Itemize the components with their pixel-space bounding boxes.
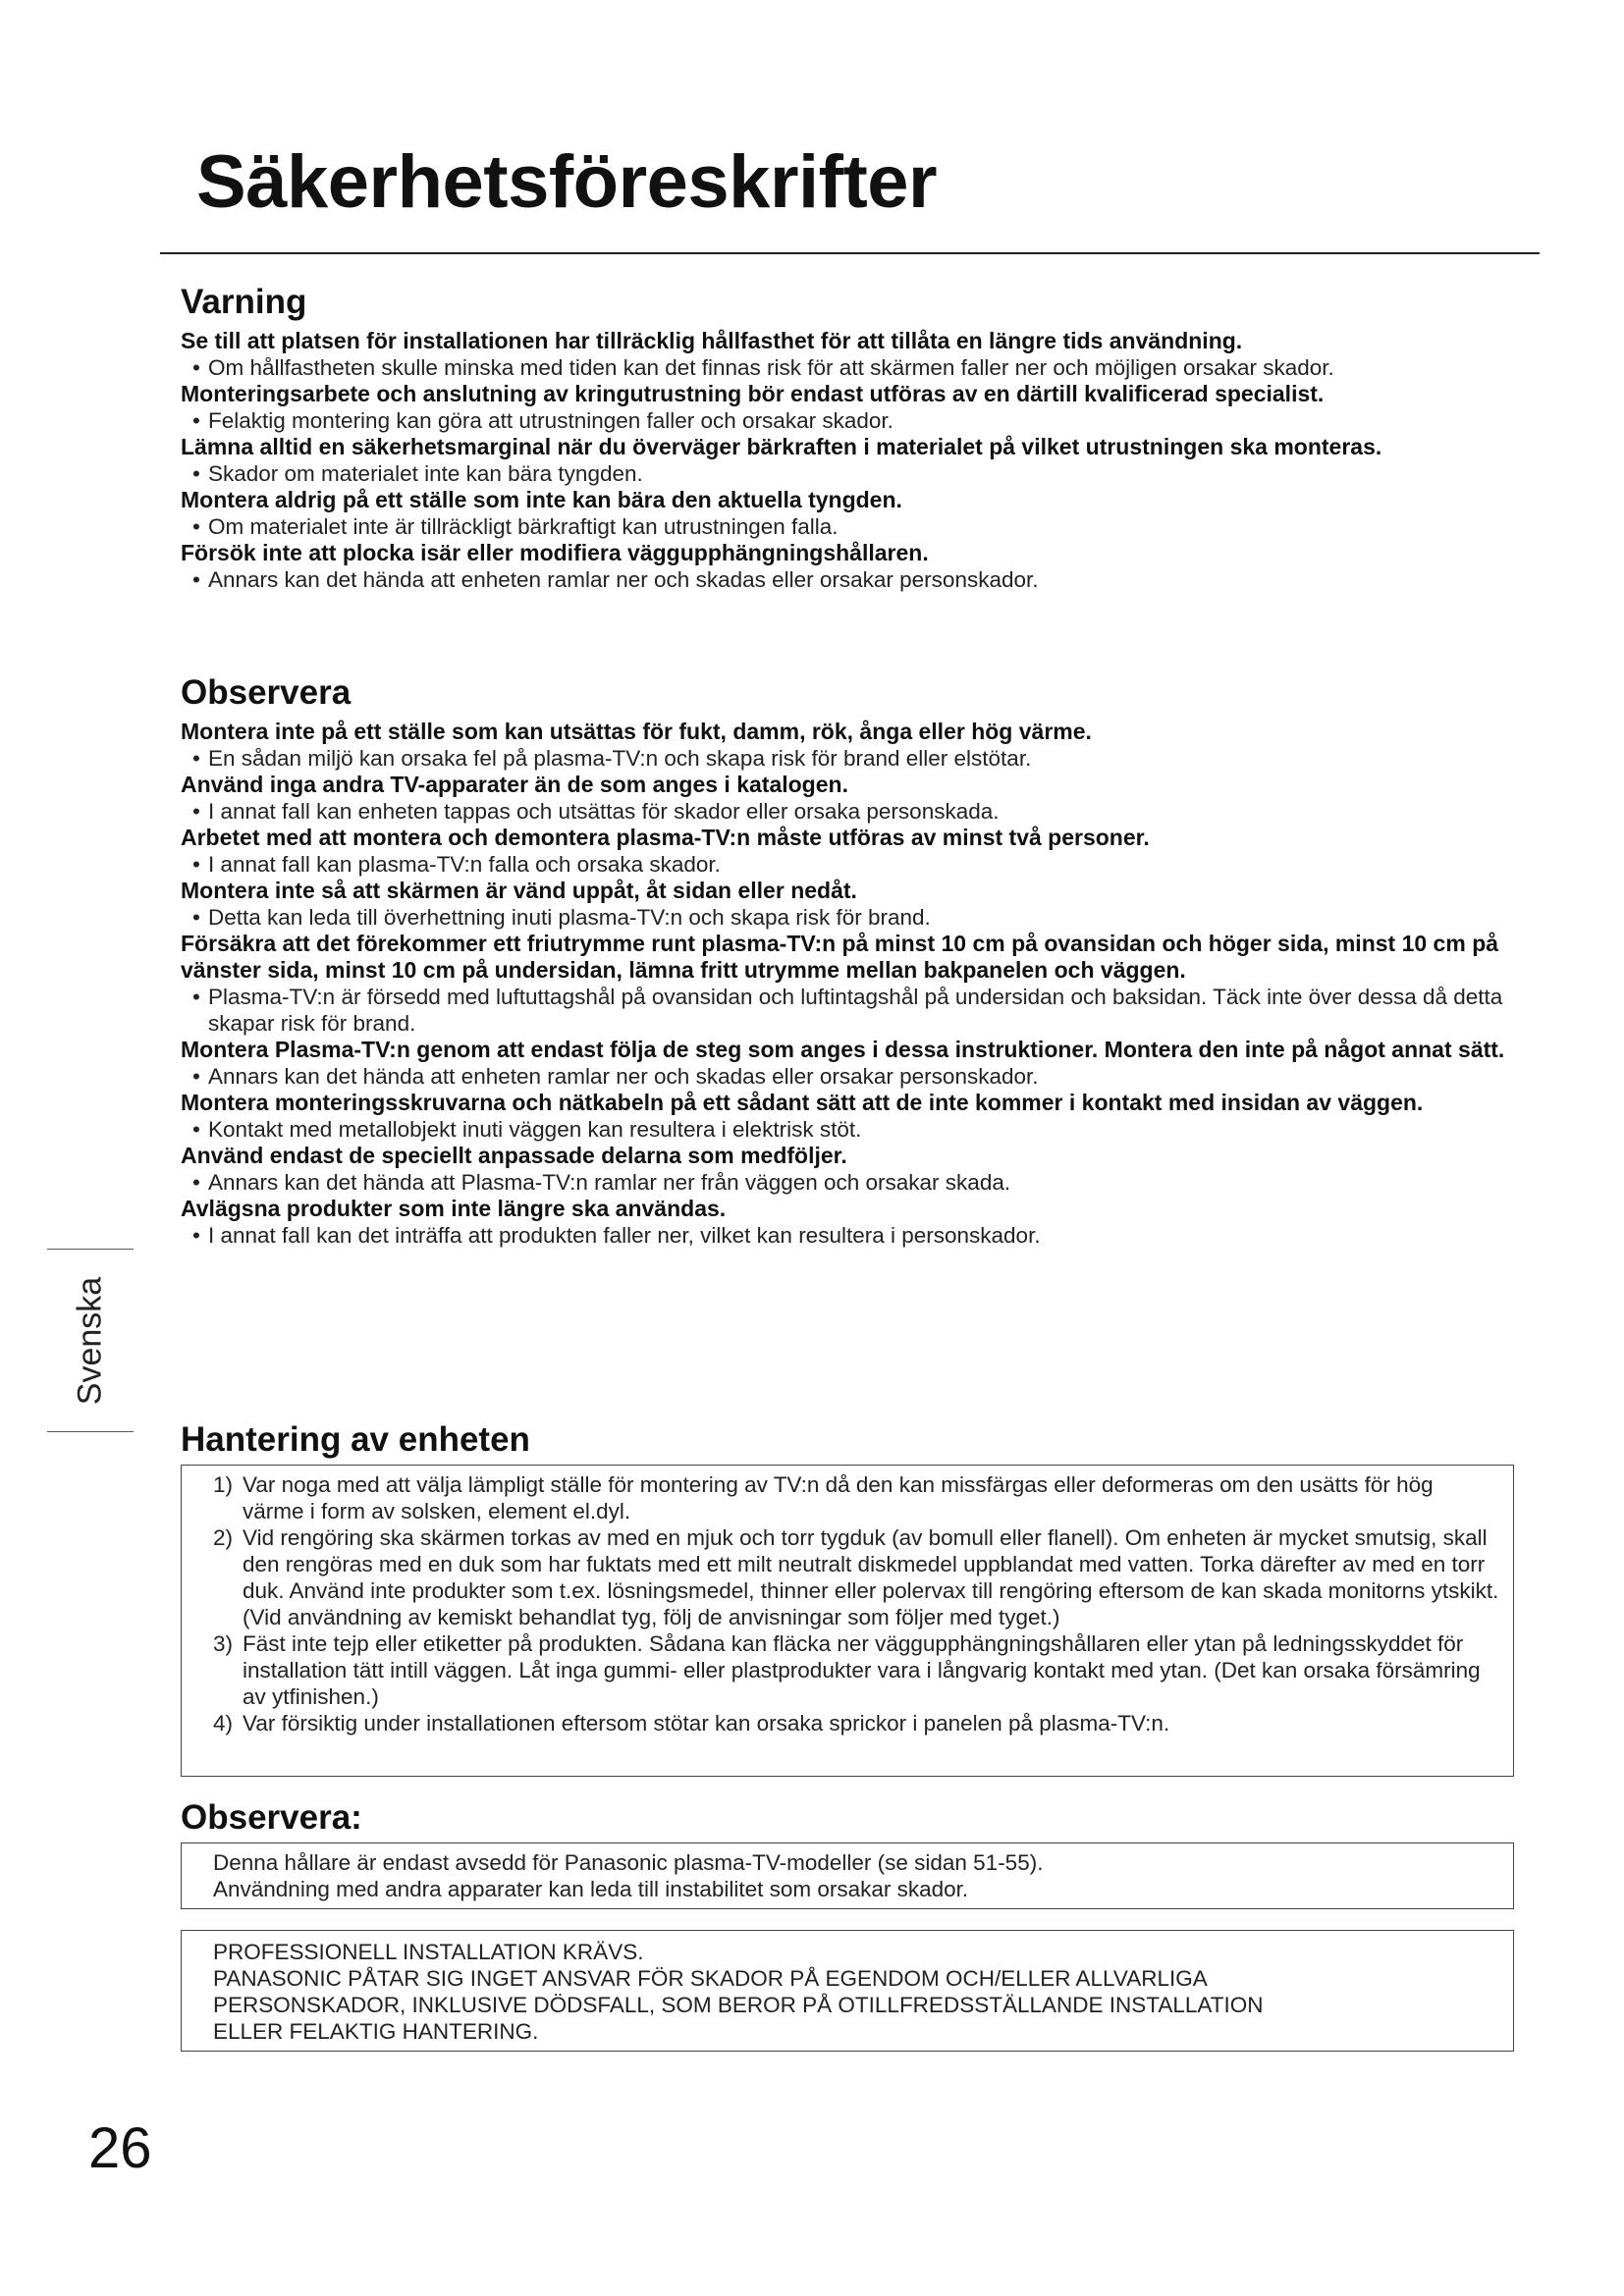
notice-line: PANASONIC PÅTAR SIG INGET ANSVAR FÖR SKADOR PÅ EGENDOM OCH/ELLER ALLVARLIGA xyxy=(213,1966,1208,1991)
rule-bullet: • Annars kan det hända att enheten ramlar ner och skadas eller orsakar personskador. xyxy=(192,1064,1039,1090)
page-number: 26 xyxy=(88,2116,152,2180)
rule-heading: Försäkra att det förekommer ett friutrymme runt plasma-TV:n på minst 10 cm på ovansidan och höger sida, minst 10 cm på vänster sida, minst 10 cm på undersidan, lämna fritt utrymme mellan bakpanelen och väggen. xyxy=(181,931,1499,984)
warning-heading: Varning xyxy=(181,283,307,321)
caution-heading: Observera xyxy=(181,673,352,712)
handling-item: 2) Vid rengöring ska skärmen torkas av med en mjuk och torr tygduk (av bomull eller flanell). Om enheten är mycket smutsig, skall den rengöras med en duk som har fuktats med ett milt neutralt diskmedel uppblandat med vatten. Torka därefter av med en torr duk. Använd inte produkter som t.ex. lösningsmedel, thinner eller polervax till rengöring eftersom de kan skada monitorns ytskikt. (Vid användning av kemiskt behandlat tyg, följ de anvisningar som följer med tyget.) xyxy=(213,1525,1499,1629)
rule-heading: Arbetet med att montera och demontera plasma-TV:n måste utföras av minst två personer. xyxy=(181,825,1150,851)
caution-section xyxy=(181,673,1516,1249)
page-title: Säkerhetsföreskrifter xyxy=(196,140,938,224)
rule-bullet: • Skador om materialet inte kan bära tyngden. xyxy=(192,461,643,487)
rule-bullet: • Detta kan leda till överhettning inuti plasma-TV:n och skapa risk för brand. xyxy=(192,905,931,931)
rule-heading: Avlägsna produkter som inte längre ska användas. xyxy=(181,1196,727,1222)
rule-bullet: • Annars kan det hända att enheten ramlar ner och skadas eller orsakar personskador. xyxy=(192,567,1039,593)
rule-heading: Se till att platsen för installationen har tillräcklig hållfasthet för att tillåta en längre tids användning. xyxy=(181,328,1243,354)
rule-heading: Montera aldrig på ett ställe som inte kan bära den aktuella tyngden. xyxy=(181,487,902,513)
note-line: Denna hållare är endast avsedd för Panasonic plasma-TV-modeller (se sidan 51-55). xyxy=(213,1850,1044,1875)
note-heading: Observera: xyxy=(181,1798,362,1837)
handling-item: 4) Var försiktig under installationen eftersom stötar kan orsaka sprickor i panelen på plasma-TV:n. xyxy=(213,1711,1170,1735)
item-number: 2) xyxy=(213,1525,234,1550)
rule-bullet: • Felaktig montering kan göra att utrustningen faller och orsakar skador. xyxy=(192,408,893,434)
bullet-icon: • xyxy=(192,1170,200,1196)
rule-bullet: • Kontakt med metallobjekt inuti väggen kan resultera i elektrisk stöt. xyxy=(192,1117,862,1143)
rule-bullet: • Om materialet inte är tillräckligt bärkraftigt kan utrustningen falla. xyxy=(192,514,839,540)
notice-line: PROFESSIONELL INSTALLATION KRÄVS. xyxy=(213,1940,644,1964)
language-tab-label: Svenska xyxy=(71,1276,109,1405)
bullet-icon: • xyxy=(192,852,200,878)
bullet-icon: • xyxy=(192,905,200,931)
item-number: 1) xyxy=(213,1472,234,1497)
rule-bullet: • I annat fall kan plasma-TV:n falla och orsaka skador. xyxy=(192,852,721,878)
bullet-icon: • xyxy=(192,1223,200,1249)
rule-heading: Montera inte på ett ställe som kan utsättas för fukt, damm, rök, ånga eller hög värme. xyxy=(181,719,1092,745)
handling-item: 1) Var noga med att välja lämpligt ställe för montering av TV:n då den kan missfärgas eller deformeras om den usätts för hög värme i form av solsken, element el.dyl. xyxy=(213,1472,1434,1523)
handling-heading: Hantering av enheten xyxy=(181,1420,530,1459)
rule-bullet: • En sådan miljö kan orsaka fel på plasma-TV:n och skapa risk för brand eller elstötar. xyxy=(192,746,1032,772)
bullet-icon: • xyxy=(192,985,200,1010)
rule-heading: Monteringsarbete och anslutning av kringutrustning bör endast utföras av en därtill kvalificerad specialist. xyxy=(181,381,1325,407)
handling-item: 3) Fäst inte tejp eller etiketter på produkten. Sådana kan fläcka ner väggupphängningshållaren eller ytan på ledningsskyddet för installation tätt intill väggen. Låt inga gummi- eller plastprodukter vara i långvarig kontakt med ytan. (Det kan orsaka försämring av ytfinishen.) xyxy=(213,1631,1481,1709)
warning-rules xyxy=(181,328,1516,593)
rule-heading: Försök inte att plocka isär eller modifiera väggupphängningshållaren. xyxy=(181,540,929,566)
bullet-icon: • xyxy=(192,567,200,593)
item-number: 3) xyxy=(213,1631,234,1656)
bullet-icon: • xyxy=(192,408,200,434)
rule-heading: Montera inte så att skärmen är vänd uppåt, åt sidan eller nedåt. xyxy=(181,878,857,904)
title-divider xyxy=(160,252,1540,254)
bullet-icon: • xyxy=(192,799,200,825)
rule-bullet: • Om hållfastheten skulle minska med tiden kan det finnas risk för att skärmen faller ner och möjligen orsakar skador. xyxy=(192,355,1334,381)
rule-bullet: • I annat fall kan det inträffa att produkten faller ner, vilket kan resultera i personskador. xyxy=(192,1223,1041,1249)
rule-bullet: • Plasma-TV:n är försedd med luftuttagshål på ovansidan och luftintagshål på undersidan och baksidan. Täck inte över dessa då detta skapar risk för brand. xyxy=(192,985,1503,1037)
bullet-icon: • xyxy=(192,355,200,381)
rule-bullet: • I annat fall kan enheten tappas och utsättas för skador eller orsaka personskada. xyxy=(192,799,1000,825)
rule-heading: Montera monteringsskruvarna och nätkabeln på ett sådant sätt att de inte kommer i kontakt med insidan av väggen. xyxy=(181,1090,1424,1116)
notice-line: PERSONSKADOR, INKLUSIVE DÖDSFALL, SOM BEROR PÅ OTILLFREDSSTÄLLANDE INSTALLATION xyxy=(213,1993,1264,2017)
professional-installation-box xyxy=(181,1930,1514,2052)
bullet-icon: • xyxy=(192,514,200,540)
note-line: Användning med andra apparater kan leda till instabilitet som orsakar skador. xyxy=(213,1877,969,1901)
bullet-icon: • xyxy=(192,461,200,487)
bullet-icon: • xyxy=(192,1064,200,1090)
rule-heading: Montera Plasma-TV:n genom att endast följa de steg som anges i dessa instruktioner. Montera den inte på något annat sätt. xyxy=(181,1037,1505,1063)
rule-heading: Använd endast de speciellt anpassade delarna som medföljer. xyxy=(181,1143,847,1169)
handling-box xyxy=(181,1465,1514,1777)
bullet-icon: • xyxy=(192,746,200,772)
notice-line: ELLER FELAKTIG HANTERING. xyxy=(213,2019,539,2044)
item-number: 4) xyxy=(213,1711,234,1735)
bullet-icon: • xyxy=(192,1117,200,1143)
note-box xyxy=(181,1842,1514,1909)
warning-section xyxy=(181,283,1516,593)
caution-rules xyxy=(181,719,1516,1249)
rule-heading: Använd inga andra TV-apparater än de som anges i katalogen. xyxy=(181,772,848,798)
language-tab xyxy=(47,1249,134,1432)
rule-bullet: • Annars kan det hända att Plasma-TV:n ramlar ner från väggen och orsakar skada. xyxy=(192,1170,1011,1196)
rule-heading: Lämna alltid en säkerhetsmarginal när du överväger bärkraften i materialet på vilket utrustningen ska monteras. xyxy=(181,434,1382,460)
